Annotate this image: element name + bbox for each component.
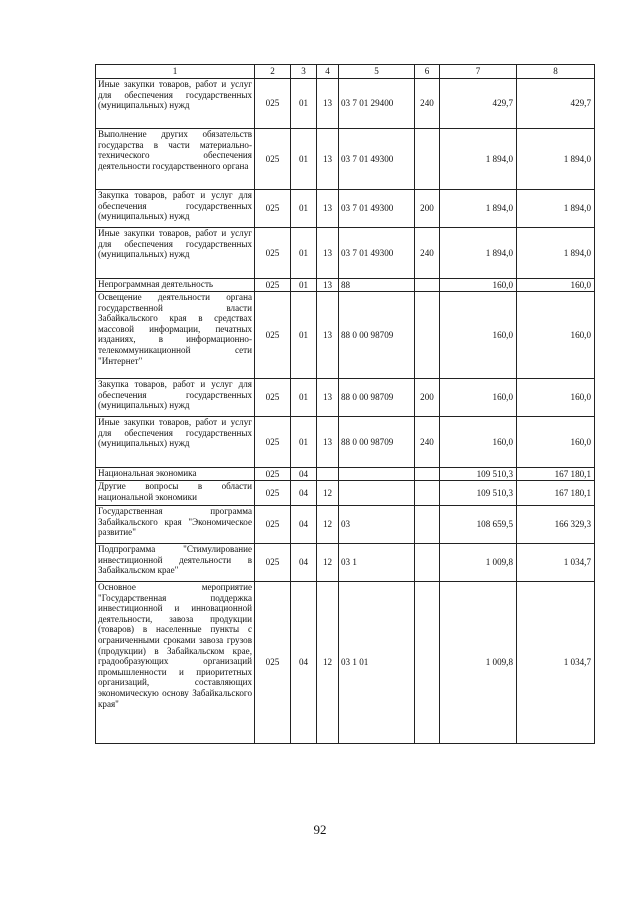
amount-cell: 109 510,3	[440, 468, 517, 481]
item-name-cell: Закупка товаров, работ и услуг для обеспечения государственных (муниципальных) нужд	[96, 190, 255, 228]
table-body	[96, 79, 595, 744]
code-cell: 025	[255, 129, 291, 190]
code-cell: 025	[255, 228, 291, 279]
code-cell: 025	[255, 544, 291, 582]
table-row	[96, 582, 595, 744]
target-article-cell: 03 7 01 29400	[339, 79, 415, 129]
code-cell: 025	[255, 417, 291, 468]
section-cell: 01	[291, 292, 317, 379]
expense-type-cell: 240	[415, 79, 440, 129]
subsection-cell	[317, 468, 339, 481]
section-cell: 04	[291, 506, 317, 544]
subsection-cell: 13	[317, 379, 339, 417]
target-article-cell	[339, 481, 415, 506]
header-cell: 8	[517, 65, 595, 79]
amount-cell: 166 329,3	[517, 506, 595, 544]
header-cell: 4	[317, 65, 339, 79]
subsection-cell: 13	[317, 190, 339, 228]
amount-cell: 109 510,3	[440, 481, 517, 506]
expense-type-cell: 200	[415, 379, 440, 417]
amount-cell: 1 894,0	[440, 228, 517, 279]
target-article-cell: 03 7 01 49300	[339, 129, 415, 190]
table-row	[96, 417, 595, 468]
amount-cell: 1 894,0	[440, 129, 517, 190]
target-article-cell: 03 7 01 49300	[339, 228, 415, 279]
subsection-cell: 13	[317, 292, 339, 379]
amount-cell: 160,0	[517, 292, 595, 379]
header-cell: 5	[339, 65, 415, 79]
item-name-cell: Иные закупки товаров, работ и услуг для обеспечения государственных (муниципальных) нужд	[96, 79, 255, 129]
header-cell: 2	[255, 65, 291, 79]
expense-type-cell	[415, 292, 440, 379]
header-cell: 3	[291, 65, 317, 79]
subsection-cell: 13	[317, 228, 339, 279]
table-header-row	[96, 65, 595, 79]
item-name-cell: Закупка товаров, работ и услуг для обеспечения государственных (муниципальных) нужд	[96, 379, 255, 417]
item-name-cell: Государственная программа Забайкальского края "Экономическое развитие"	[96, 506, 255, 544]
subsection-cell: 13	[317, 129, 339, 190]
subsection-cell: 13	[317, 79, 339, 129]
amount-cell: 429,7	[440, 79, 517, 129]
target-article-cell: 03 1	[339, 544, 415, 582]
subsection-cell: 13	[317, 279, 339, 292]
expense-type-cell	[415, 582, 440, 744]
item-name-cell: Иные закупки товаров, работ и услуг для обеспечения государственных (муниципальных) нужд	[96, 417, 255, 468]
amount-cell: 1 034,7	[517, 582, 595, 744]
table-row	[96, 481, 595, 506]
target-article-cell: 88 0 00 98709	[339, 379, 415, 417]
header-cell: 1	[96, 65, 255, 79]
section-cell: 04	[291, 468, 317, 481]
amount-cell: 1 894,0	[517, 129, 595, 190]
amount-cell: 160,0	[517, 279, 595, 292]
code-cell: 025	[255, 379, 291, 417]
section-cell: 04	[291, 544, 317, 582]
code-cell: 025	[255, 506, 291, 544]
amount-cell: 108 659,5	[440, 506, 517, 544]
amount-cell: 1 894,0	[440, 190, 517, 228]
amount-cell: 160,0	[517, 417, 595, 468]
amount-cell: 429,7	[517, 79, 595, 129]
code-cell: 025	[255, 279, 291, 292]
target-article-cell: 03	[339, 506, 415, 544]
subsection-cell: 13	[317, 417, 339, 468]
table-row	[96, 190, 595, 228]
section-cell: 01	[291, 79, 317, 129]
expense-type-cell	[415, 544, 440, 582]
expense-type-cell: 240	[415, 417, 440, 468]
code-cell: 025	[255, 468, 291, 481]
code-cell: 025	[255, 292, 291, 379]
item-name-cell: Другие вопросы в области национальной экономики	[96, 481, 255, 506]
code-cell: 025	[255, 79, 291, 129]
target-article-cell: 88	[339, 279, 415, 292]
target-article-cell	[339, 468, 415, 481]
header-cell: 7	[440, 65, 517, 79]
amount-cell: 160,0	[440, 417, 517, 468]
item-name-cell: Основное мероприятие "Государственная поддержка инвестиционной и инновационной деятельности, завоза продукции (товаров) в населенные пункты с ограниченными сроками завоза грузов (продукции) в Забайкальском крае, градообразующих организаций промышленности и приоритетных организаций, составляющих экономическую основу Забайкальского края"	[96, 582, 255, 744]
code-cell: 025	[255, 190, 291, 228]
table-row	[96, 279, 595, 292]
table-row	[96, 79, 595, 129]
page-number: 92	[313, 822, 327, 837]
subsection-cell: 12	[317, 582, 339, 744]
section-cell: 04	[291, 481, 317, 506]
section-cell: 01	[291, 417, 317, 468]
section-cell: 01	[291, 228, 317, 279]
item-name-cell: Выполнение других обязательств государства в части материально-технического обеспечения деятельности государственного органа	[96, 129, 255, 190]
table-row	[96, 506, 595, 544]
amount-cell: 167 180,1	[517, 481, 595, 506]
section-cell: 04	[291, 582, 317, 744]
section-cell: 01	[291, 279, 317, 292]
amount-cell: 160,0	[440, 379, 517, 417]
target-article-cell: 03 7 01 49300	[339, 190, 415, 228]
expense-type-cell	[415, 279, 440, 292]
amount-cell: 1 009,8	[440, 544, 517, 582]
table-row	[96, 129, 595, 190]
amount-cell: 1 894,0	[517, 190, 595, 228]
amount-cell: 160,0	[440, 292, 517, 379]
code-cell: 025	[255, 481, 291, 506]
subsection-cell: 12	[317, 481, 339, 506]
expense-type-cell	[415, 481, 440, 506]
amount-cell: 1 894,0	[517, 228, 595, 279]
expense-type-cell	[415, 506, 440, 544]
table-row	[96, 544, 595, 582]
subsection-cell: 12	[317, 544, 339, 582]
expense-type-cell: 200	[415, 190, 440, 228]
table-row	[96, 468, 595, 481]
header-cell: 6	[415, 65, 440, 79]
amount-cell: 1 009,8	[440, 582, 517, 744]
amount-cell: 1 034,7	[517, 544, 595, 582]
target-article-cell: 03 1 01	[339, 582, 415, 744]
item-name-cell: Подпрограмма "Стимулирование инвестиционной деятельности в Забайкальском крае"	[96, 544, 255, 582]
amount-cell: 167 180,1	[517, 468, 595, 481]
item-name-cell: Национальная экономика	[96, 468, 255, 481]
target-article-cell: 88 0 00 98709	[339, 417, 415, 468]
item-name-cell: Непрограммная деятельность	[96, 279, 255, 292]
amount-cell: 160,0	[517, 379, 595, 417]
expense-type-cell	[415, 129, 440, 190]
target-article-cell: 88 0 00 98709	[339, 292, 415, 379]
subsection-cell: 12	[317, 506, 339, 544]
section-cell: 01	[291, 190, 317, 228]
table-row	[96, 379, 595, 417]
budget-table	[95, 64, 595, 744]
table-row	[96, 228, 595, 279]
expense-type-cell	[415, 468, 440, 481]
item-name-cell: Освещение деятельности органа государственной власти Забайкальского края в средствах массовой информации, печатных изданиях, в информационно-телекоммуникационной сети "Интернет"	[96, 292, 255, 379]
item-name-cell: Иные закупки товаров, работ и услуг для обеспечения государственных (муниципальных) нужд	[96, 228, 255, 279]
expense-type-cell: 240	[415, 228, 440, 279]
amount-cell: 160,0	[440, 279, 517, 292]
table-row	[96, 292, 595, 379]
section-cell: 01	[291, 379, 317, 417]
section-cell: 01	[291, 129, 317, 190]
code-cell: 025	[255, 582, 291, 744]
